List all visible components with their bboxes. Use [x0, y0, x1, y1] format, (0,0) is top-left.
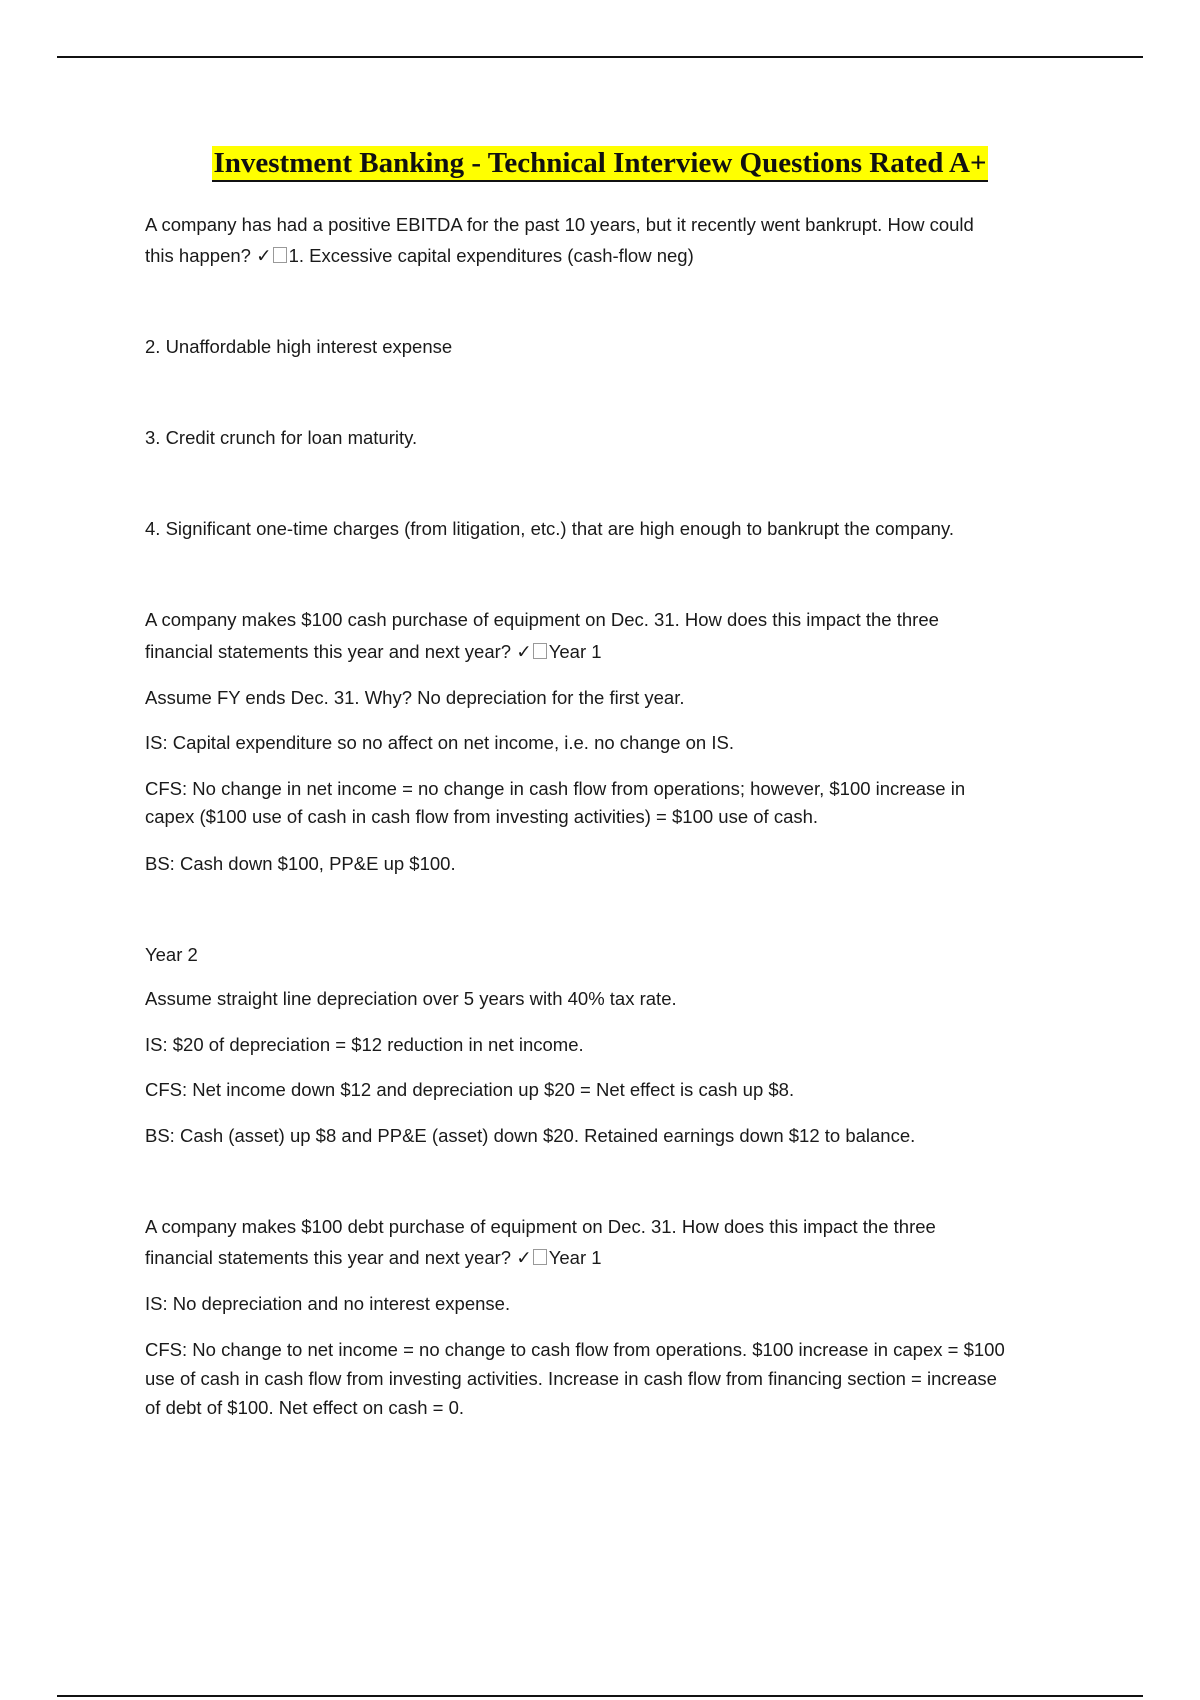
q2-question-line1: A company makes $100 cash purchase of equipment on Dec. 31. How does this impact the three — [145, 609, 939, 630]
q3-cfs-line2: use of cash in cash flow from investing activities. Increase in cash flow from financing section = increase — [145, 1368, 997, 1389]
q2-cfs-year2: CFS: Net income down $12 and depreciation up $20 = Net effect is cash up $8. — [145, 1079, 795, 1100]
q1-question-line1: A company has had a positive EBITDA for the past 10 years, but it recently went bankrupt. How could — [145, 214, 974, 235]
q1-question-text: this happen? — [145, 245, 251, 266]
q2-cfs-year1-line2: capex ($100 use of cash in cash flow from investing activities) = $100 use of cash. — [145, 806, 819, 827]
bottom-rule — [57, 1695, 1143, 1697]
q2-bs-year1: BS: Cash down $100, PP&E up $100. — [145, 853, 456, 874]
check-icon: ✓ — [516, 641, 532, 662]
check-icon: ✓ — [256, 245, 272, 266]
q1-answer-start: 1. Excessive capital expenditures (cash-flow neg) — [288, 245, 694, 266]
q2-fy-note: Assume FY ends Dec. 31. Why? No depreciation for the first year. — [145, 687, 685, 708]
q2-bs-year2: BS: Cash (asset) up $8 and PP&E (asset) down $20. Retained earnings down $12 to balance. — [145, 1125, 916, 1146]
q2-question-line2 — [145, 637, 1085, 666]
q2-is-year1: IS: Capital expenditure so no affect on net income, i.e. no change on IS. — [145, 732, 734, 753]
q2-question-text: financial statements this year and next year? — [145, 641, 512, 662]
q3-answer-start: Year 1 — [548, 1247, 602, 1268]
q1-item3: 3. Credit crunch for loan maturity. — [145, 427, 418, 448]
q1-item2: 2. Unaffordable high interest expense — [145, 336, 453, 357]
q2-year2-heading: Year 2 — [145, 944, 198, 965]
q2-cfs-year1-line1: CFS: No change in net income = no change in cash flow from operations; however, $100 increase in — [145, 778, 966, 799]
q3-question-line2 — [145, 1243, 1085, 1272]
q2-answer-start: Year 1 — [548, 641, 602, 662]
title-container — [0, 146, 1200, 182]
q2-is-year2: IS: $20 of depreciation = $12 reduction in net income. — [145, 1034, 584, 1055]
document-title: Investment Banking - Technical Interview Questions Rated A+ — [212, 146, 987, 182]
q3-question-line1: A company makes $100 debt purchase of equipment on Dec. 31. How does this impact the three — [145, 1216, 936, 1237]
checkbox-glyph-icon — [273, 247, 287, 263]
q3-is-year1: IS: No depreciation and no interest expense. — [145, 1293, 511, 1314]
q2-assumption: Assume straight line depreciation over 5 years with 40% tax rate. — [145, 988, 677, 1009]
q3-cfs-line3: of debt of $100. Net effect on cash = 0. — [145, 1397, 465, 1418]
checkbox-glyph-icon — [533, 1249, 547, 1265]
q3-question-text: financial statements this year and next year? — [145, 1247, 512, 1268]
q1-question-line2 — [145, 241, 1085, 270]
checkbox-glyph-icon — [533, 643, 547, 659]
q1-item4: 4. Significant one-time charges (from litigation, etc.) that are high enough to bankrupt the company. — [145, 518, 954, 539]
q3-cfs-line1: CFS: No change to net income = no change to cash flow from operations. $100 increase in capex = $100 — [145, 1339, 1005, 1360]
top-rule — [57, 56, 1143, 58]
check-icon: ✓ — [516, 1247, 532, 1268]
